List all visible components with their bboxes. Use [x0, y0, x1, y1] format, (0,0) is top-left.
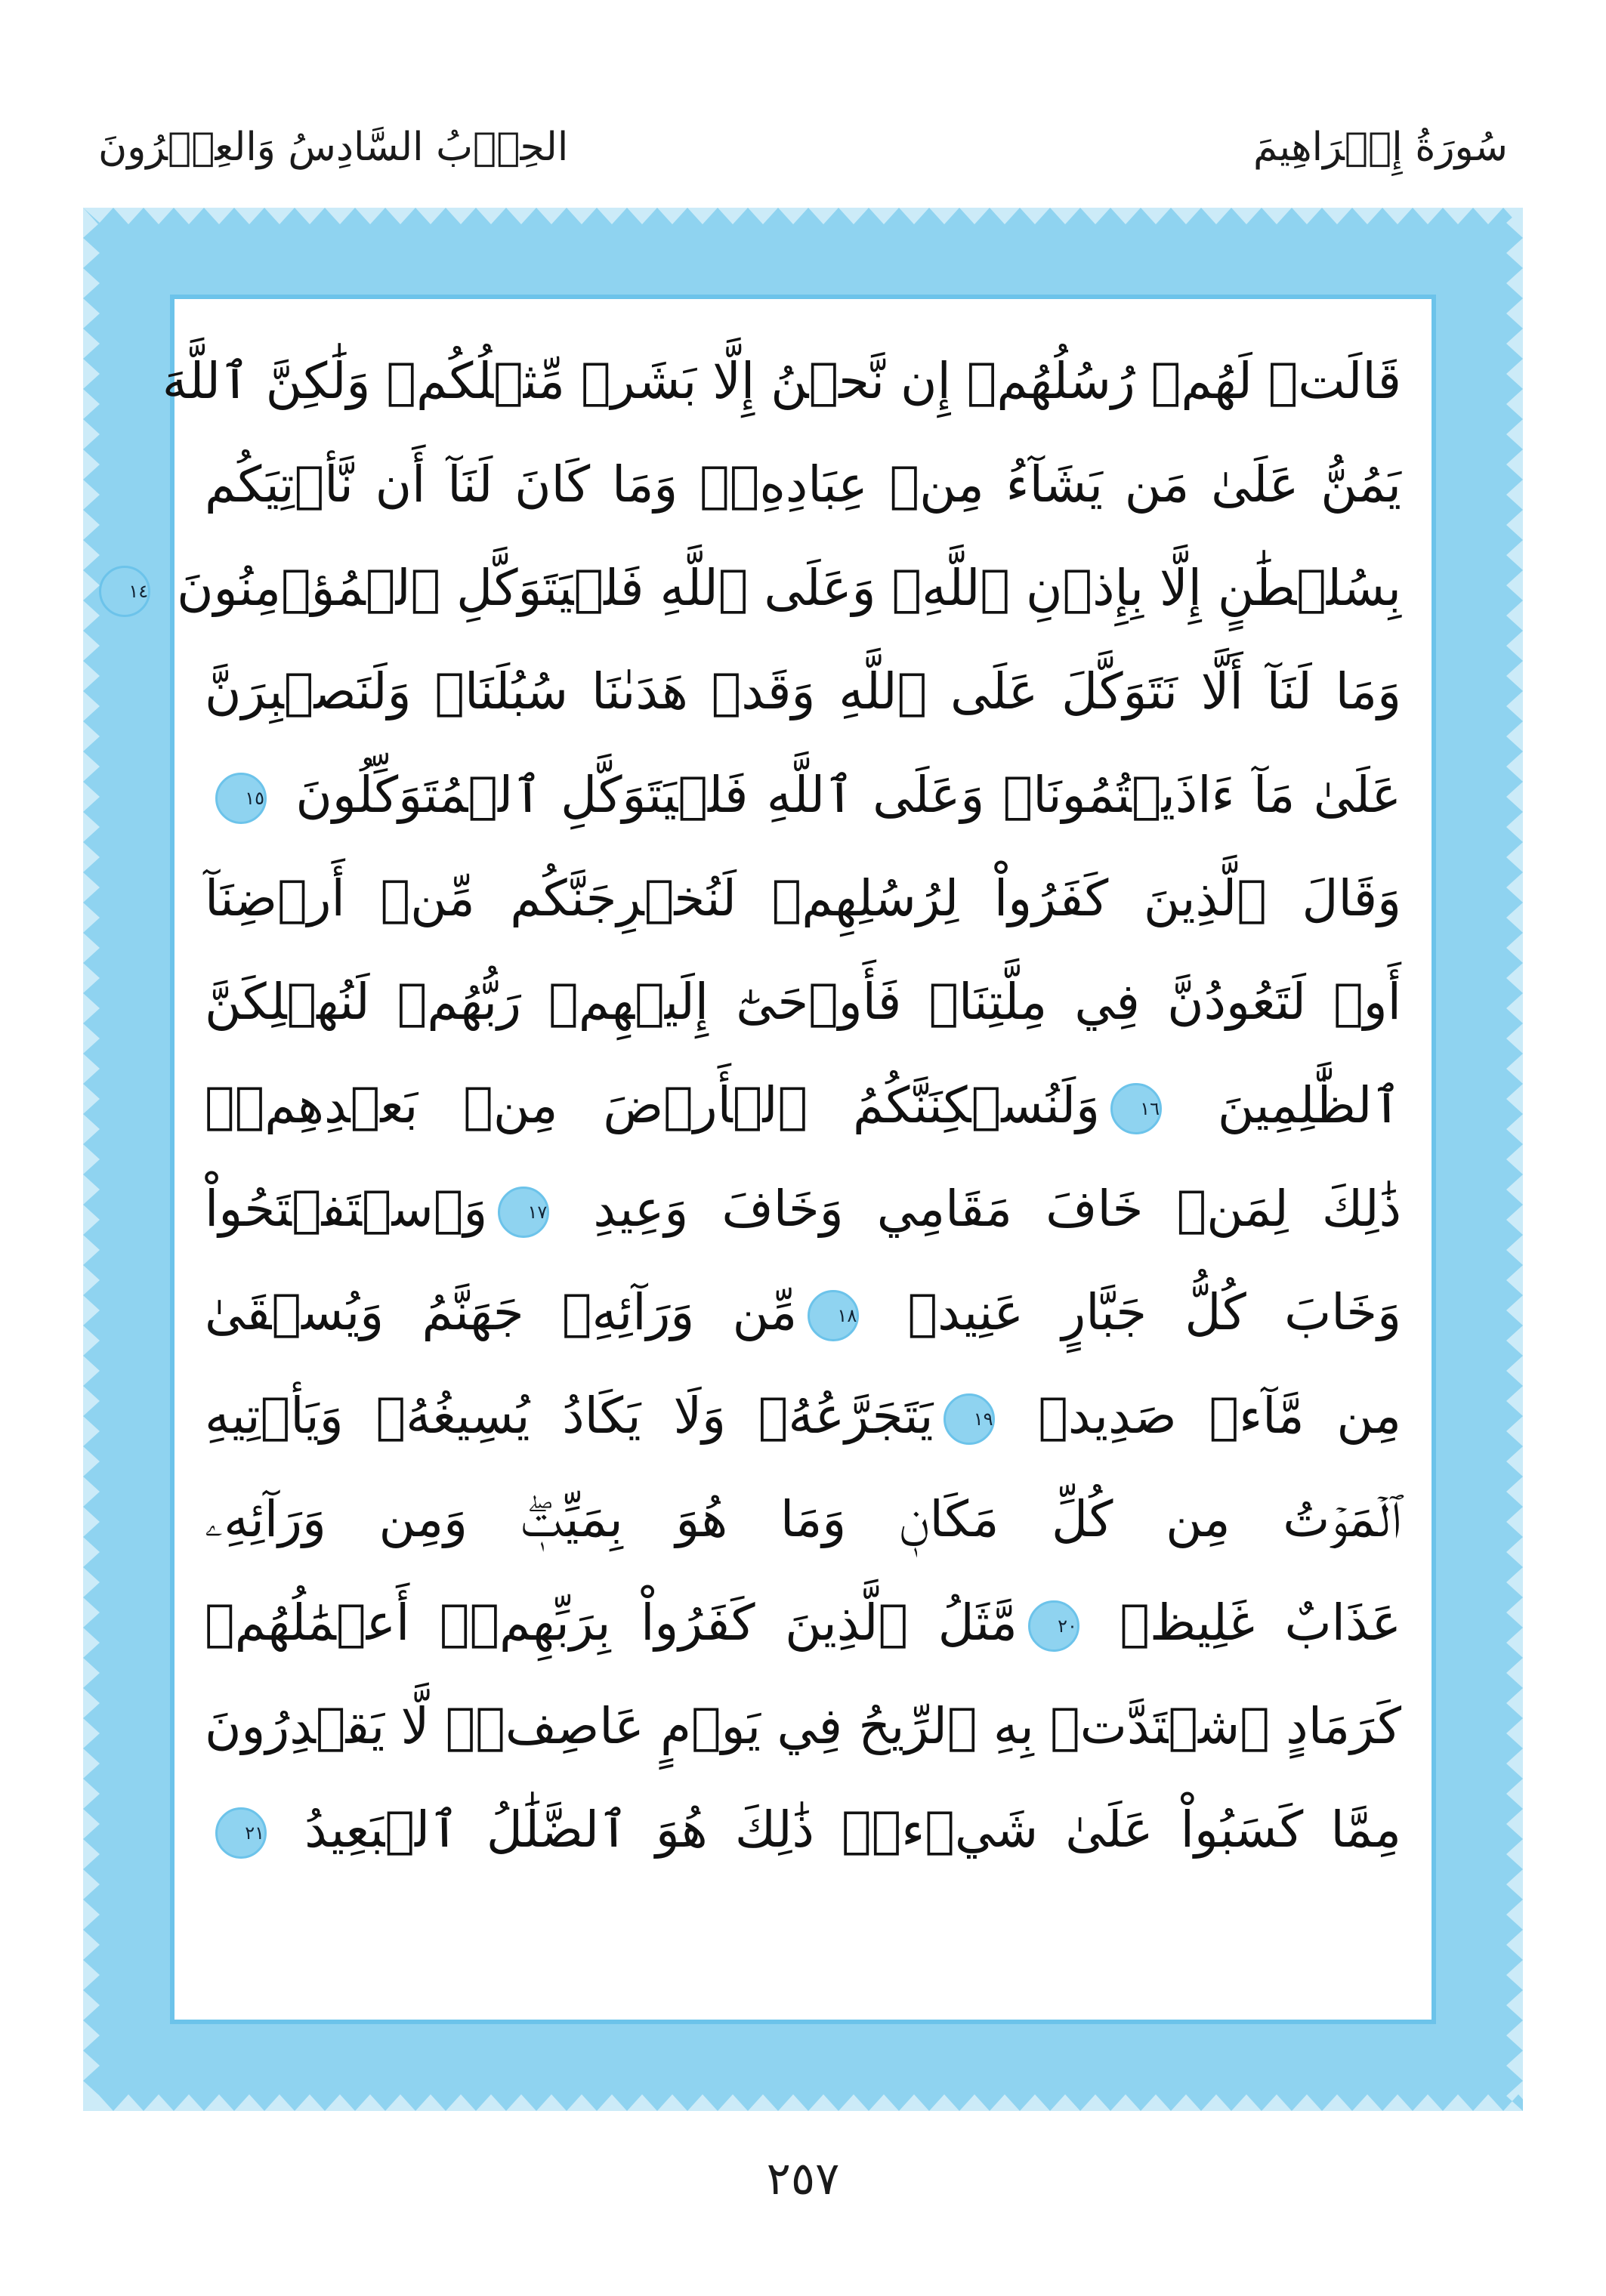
ayah-number: ١٤ [128, 580, 149, 602]
ayah-number-marker [498, 1187, 549, 1238]
ayah-number-marker [215, 773, 267, 824]
ayah-number-marker [944, 1393, 995, 1445]
ayah-number: ٢٠ [1058, 1615, 1077, 1637]
ayah-number-marker [215, 1807, 267, 1859]
verse-text: يَمُنُّ عَلَىٰ مَن يَشَآءُ مِنۡ عِبَادِهِۦۖ وَمَا كَانَ لَنَآ أَن نَّأۡتِيَكُم [205, 455, 1401, 514]
verse-line-10 [205, 1261, 1401, 1364]
verse-text: مِن مَّآءٖ صَدِيدٖ [1005, 1387, 1401, 1445]
verse-line-15 [205, 1778, 1401, 1881]
verse-text: وَلَنُسۡكِنَنَّكُمُ ٱلۡأَرۡضَ مِنۢ بَعۡدِهِمۡۚ [205, 1076, 1101, 1134]
ayah-number-marker [1110, 1083, 1162, 1134]
verse-line-6 [205, 847, 1401, 950]
decorative-frame [83, 208, 1523, 2111]
verse-line-8 [205, 1054, 1401, 1157]
verse-line-9 [205, 1157, 1401, 1261]
verse-text: عَذَابٌ غَلِيظٞ [1089, 1594, 1401, 1652]
text-panel [128, 295, 1436, 2024]
verse-text: مَّثَلُ ٱلَّذِينَ كَفَرُواْ بِرَبِّهِمۡۖ أَعۡمَٰلُهُمۡ [205, 1594, 1018, 1652]
ayah-number-marker [99, 566, 150, 617]
verse-line-3 [128, 536, 1401, 640]
verse-line-7 [205, 950, 1401, 1054]
ayah-number: ١٨ [837, 1304, 857, 1326]
verse-text: أَوۡ لَتَعُودُنَّ فِي مِلَّتِنَاۖ فَأَوۡحَىٰٓ إِلَيۡهِمۡ رَبُّهُمۡ لَنُهۡلِكَنَّ [205, 973, 1401, 1031]
verse-line-11 [205, 1364, 1401, 1467]
verse-line-12 [205, 1467, 1401, 1571]
verse-text: ٱلۡمَوۡتُ مِن كُلِّ مَكَانٖ وَمَا هُوَ بِمَيِّتٖۖ وَمِن وَرَآئِهِۦ [205, 1490, 1401, 1548]
verse-line-13 [205, 1571, 1401, 1674]
ayah-number: ١٧ [527, 1201, 548, 1223]
verse-line-1 [162, 329, 1401, 433]
verse-text: كَرَمَادٍ ٱشۡتَدَّتۡ بِهِ ٱلرِّيحُ فِي يَوۡمٍ عَاصِفٖۖ لَّا يَقۡدِرُونَ [205, 1697, 1401, 1755]
verse-text: قَالَتۡ لَهُمۡ رُسُلُهُمۡ إِن نَّحۡنُ إِلَّا بَشَرٞ مِّثۡلُكُمۡ وَلَٰكِنَّ ٱللَّهَ [162, 352, 1401, 410]
verse-text: مِمَّا كَسَبُواْ عَلَىٰ شَيۡءٖۚ ذَٰلِكَ هُوَ ٱلضَّلَٰلُ ٱلۡبَعِيدُ [277, 1801, 1401, 1859]
ayah-number-marker [808, 1290, 859, 1341]
verse-text: مِّن وَرَآئِهِۦ جَهَنَّمُ وَيُسۡقَىٰ [205, 1283, 798, 1341]
verse-text: يَتَجَرَّعُهُۥ وَلَا يَكَادُ يُسِيغُهُۥ وَيَأۡتِيهِ [205, 1387, 934, 1445]
ayah-number-marker [1028, 1600, 1079, 1652]
verse-text: بِسُلۡطَٰنٍ إِلَّا بِإِذۡنِ ٱللَّهِۚ وَعَلَى ٱللَّهِ فَلۡيَتَوَكَّلِ ٱلۡمُؤۡمِنُونَ [161, 559, 1401, 617]
verse-text: وَٱسۡتَفۡتَحُواْ [205, 1180, 488, 1238]
verse-text: وَمَا لَنَآ أَلَّا نَتَوَكَّلَ عَلَى ٱللَّهِ وَقَدۡ هَدَىٰنَا سُبُلَنَاۚ وَلَنَصۡبِرَنَّ [205, 662, 1401, 721]
verse-line-2 [205, 433, 1401, 536]
verse-text: وَقَالَ ٱلَّذِينَ كَفَرُواْ لِرُسُلِهِمۡ لَنُخۡرِجَنَّكُم مِّنۡ أَرۡضِنَآ [205, 869, 1401, 927]
page-header [98, 113, 1508, 181]
verse-text: ٱلظَّٰلِمِينَ [1172, 1076, 1401, 1134]
ayah-number: ١٦ [1140, 1097, 1160, 1119]
page-number: ٢٥٧ [766, 2152, 840, 2205]
verse-text: عَلَىٰ مَآ ءَاذَيۡتُمُونَاۚ وَعَلَى ٱللَّهِ فَلۡيَتَوَكَّلِ ٱلۡمُتَوَكِّلُونَ [277, 766, 1401, 824]
verse-lines [128, 329, 1401, 1989]
ayah-number: ٢١ [245, 1822, 264, 1844]
verse-line-14 [205, 1674, 1401, 1778]
verse-text: وَخَابَ كُلُّ جَبَّارٍ عَنِيدٖ [869, 1283, 1401, 1341]
ayah-number: ١٥ [245, 787, 264, 809]
hizb-title: الحِزۡبُ السَّادِسُ وَالعِشۡرُونَ [98, 125, 569, 170]
ayah-number: ١٩ [973, 1408, 993, 1430]
verse-line-5 [205, 743, 1401, 847]
verse-line-4 [205, 640, 1401, 743]
surah-title: سُورَةُ إِبۡرَاهِيمَ [1252, 125, 1508, 170]
verse-text: ذَٰلِكَ لِمَنۡ خَافَ مَقَامِي وَخَافَ وَعِيدِ [560, 1180, 1401, 1238]
